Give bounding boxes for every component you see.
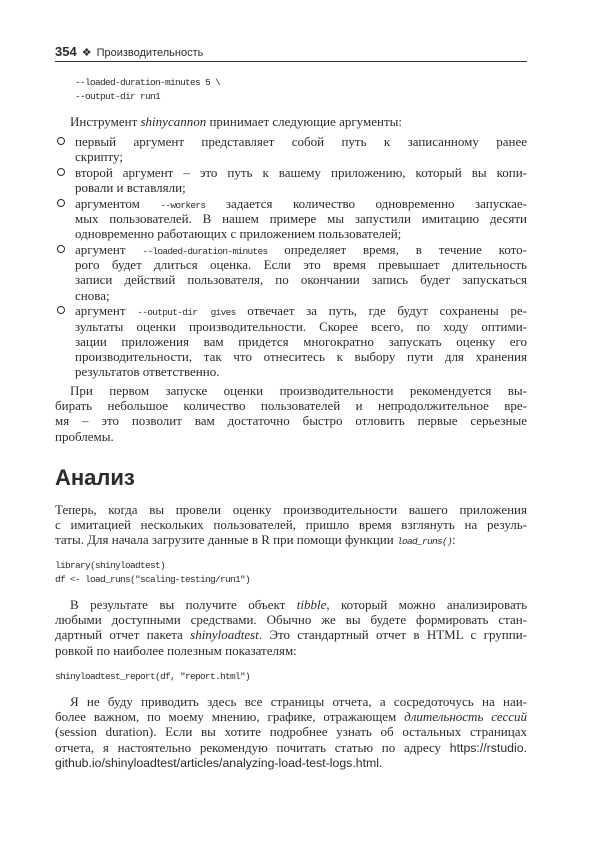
circle-bullet-icon [57,137,65,145]
text-line: мя – это позволит вам достаточно быстро отловить первые серьезные [55,413,527,429]
code-block [55,559,527,586]
circle-bullet-icon [57,245,65,253]
text-run: определяет время, в течение кото- [267,242,527,258]
text-run: таты. Для начала загрузите данные в R при помощи функции [55,532,397,548]
text-run: отчета, я настоятельно рекомендую почитать статью по адресу [55,739,450,755]
text-line [75,242,527,257]
inline-code: --loaded-duration-minutes [142,246,268,258]
text-line: снова; [75,287,110,303]
text-line: проблемы. [55,428,114,444]
text-line: зации приложения вам придется многократно запускать оценку его [75,333,527,349]
text-line [55,709,527,724]
text-line: (session duration). Если вы хотите подробнее узнать об остальных страницах [55,724,527,740]
text-line [75,196,527,211]
text-line [55,114,527,129]
bullet-list [55,134,527,380]
text-run: отвечает за путь, где будут сохранены ре- [235,303,527,319]
text-line: производительности, так что отнеситесь к выбору пути для хранения [75,349,527,364]
code-line: library(shinyloadtest) [55,560,166,571]
text-line [75,303,527,318]
text-line: с имитацией нескольких пользователей, пришло время взглянуть на резуль- [55,517,527,533]
code-line: --output-dir run1 [75,90,161,102]
text-line: бирать небольшое количество пользователей и непродолжительное вре- [55,398,527,414]
text-run: аргумент [75,303,138,319]
running-header [55,43,527,61]
text-line [55,755,527,770]
paragraph [55,114,527,129]
emphasis: shinycannon [140,114,207,129]
text-line: первый аргумент представляет собой путь к записанному ранее [75,134,527,149]
inline-code: load_runs() [396,536,452,548]
text-line [55,532,527,547]
url-link[interactable]: https://rstudio. [449,740,527,755]
text-line: одновременно работающих с приложением пользователей; [75,226,402,242]
text-line: рого будет длиться оценка. Если это время превышает длительность [75,257,527,273]
text-run: более важном, по моему мнению, графике, отражающем [55,709,405,725]
text-line [55,597,527,612]
text-line: скрипту; [75,149,123,165]
circle-bullet-icon [57,168,65,176]
text-run: . [378,754,383,770]
inline-code: --workers [160,199,206,211]
text-line: ровали и вставляли; [75,180,186,196]
text-run: В результате вы получите объект [70,597,297,612]
page-number: 354 [55,44,77,59]
text-run: аргументом [75,195,161,211]
paragraph [55,502,527,548]
list-item [55,165,527,195]
list-item [55,134,527,164]
paragraph [55,597,527,658]
text-run: , который можно анализировать [326,597,527,612]
text-run: дартный отчет пакета [55,627,191,643]
header-rule [55,61,527,62]
code-block [55,670,527,684]
emphasis: tibble [296,597,327,612]
text-run: . Это стандартный отчет в HTML с группи- [258,627,528,643]
text-line: При первом запуске оценки производительности рекомендуется вы- [70,383,527,398]
text-run: Инструмент [70,114,141,129]
text-line: любыми доступными средствами. Обычно же вы будете формировать стан- [55,612,527,628]
text-line: Теперь, когда вы провели оценку производительности вашего приложения [55,502,527,517]
section-title: Производительность [96,47,204,59]
emphasis: shinyloadtest [190,627,259,643]
separator-ornament-icon: ❖ [81,47,92,59]
list-item [55,242,527,303]
text-run: задается количество одновременно запускае- [205,195,527,211]
text-line: результатов ответственно. [75,364,220,380]
url-link[interactable]: github.io/shinyloadtest/articles/analyzing-load-test-logs.html [55,755,379,770]
list-item [55,196,527,242]
circle-bullet-icon [57,306,65,314]
code-line: --loaded-duration-minutes 5 \ [75,77,221,88]
paragraph [55,383,527,444]
code-block [75,76,547,103]
text-line: зультаты оценки производительности. Скорее всего, по ходу оптими- [75,318,527,334]
text-line [55,740,527,755]
list-item [55,303,527,379]
circle-bullet-icon [57,199,65,207]
code-line: df <- load_runs("scaling-testing/run1") [55,573,251,585]
text-run: принимает следующие аргументы: [206,114,402,129]
text-line: записи действий пользователя, по окончании запись будет запускаться [75,272,527,288]
text-line: мых пользователей. В нашем примере мы запустили имитацию десяти [75,211,527,227]
text-line: Я не буду приводить здесь все страницы отчета, а сосредоточусь на наи- [70,694,527,709]
section-heading: Анализ [55,465,135,490]
code-line: shinyloadtest_report(df, "report.html") [55,671,251,682]
text-run: : [451,532,456,548]
text-line: ровкой по наиболее полезным показателям: [55,642,297,658]
paragraph [55,694,527,770]
text-line [55,627,527,642]
text-line: второй аргумент – это путь к вашему приложению, который вы копи- [75,164,527,180]
inline-code: --output-dir gives [137,307,236,319]
text-run: аргумент [75,242,143,258]
emphasis: длительность сессий [404,709,527,725]
